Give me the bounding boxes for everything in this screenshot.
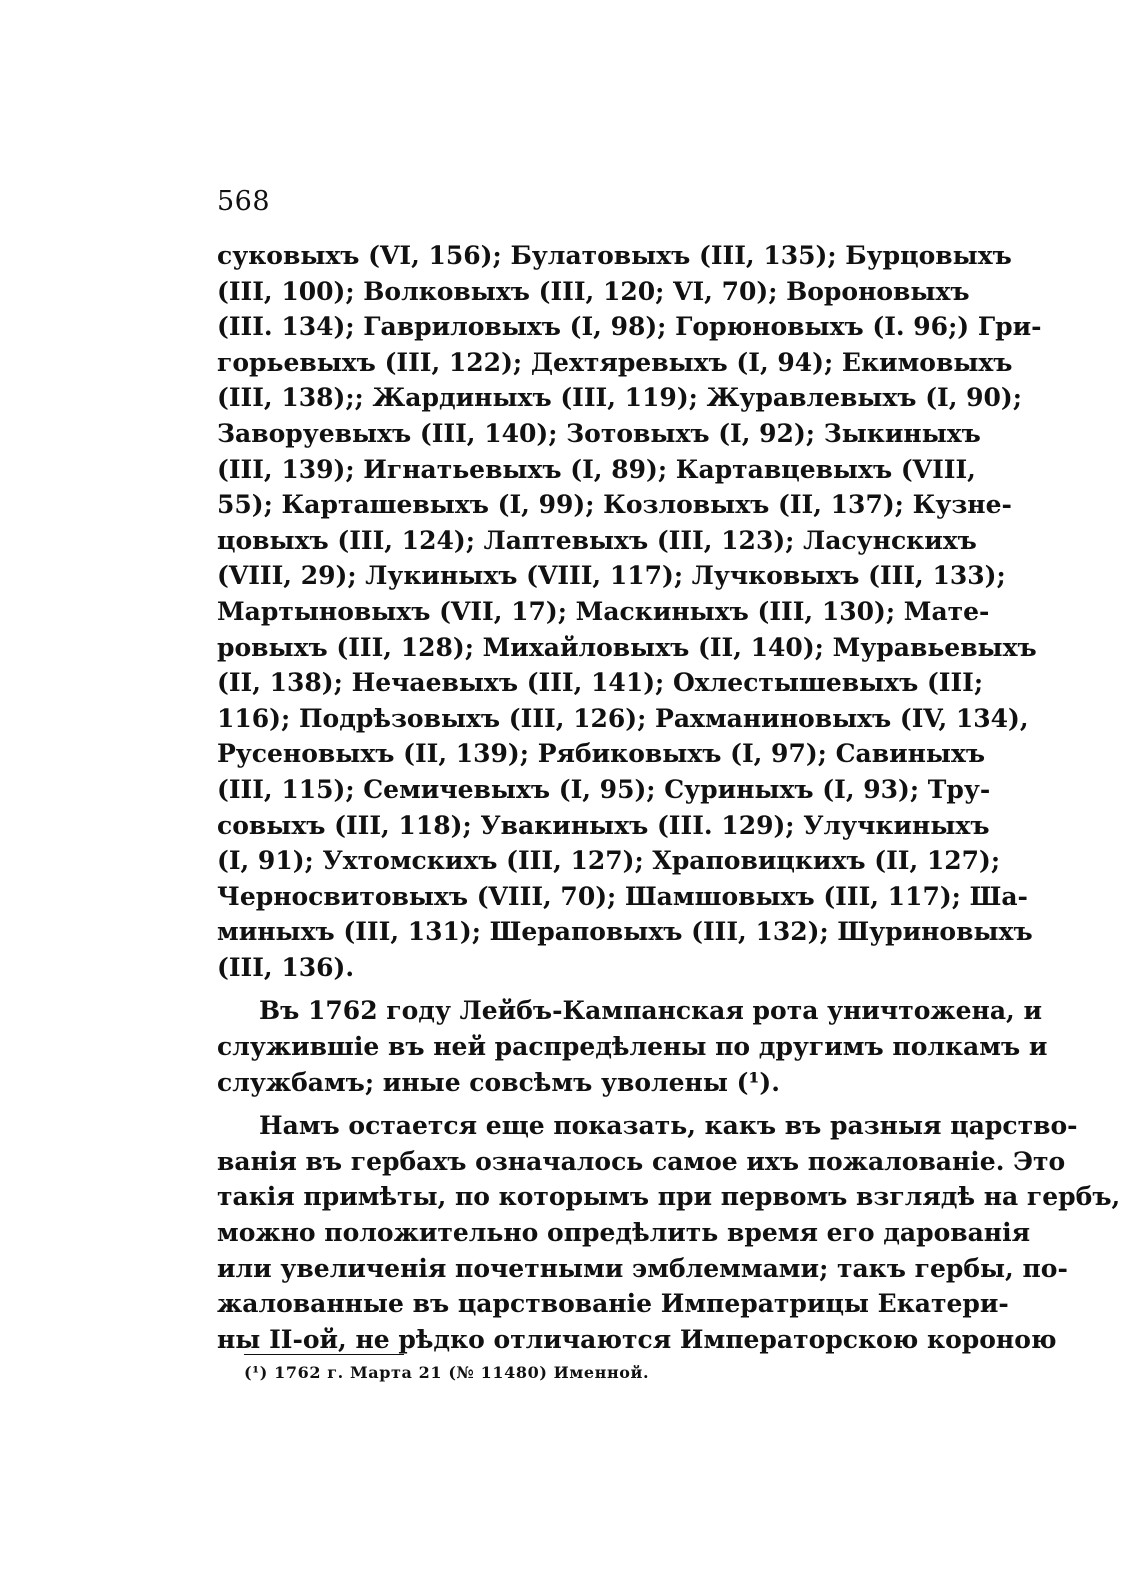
text-line: (VIII, 29); Лукиныхъ (VIII, 117); Лучковыхъ (III, 133); (217, 561, 1006, 591)
text-line: (I, 91); Ухтомскихъ (III, 127); Храповицкихъ (II, 127); (217, 846, 1001, 876)
text-line: Заворуевыхъ (III, 140); Зотовыхъ (I, 92); Зыкиныхъ (217, 418, 981, 448)
footnote-divider (244, 1354, 404, 1355)
text-line: (III, 115); Семичевыхъ (I, 95); Суриныхъ (I, 93); Тру- (217, 774, 991, 804)
text-line: (II, 138); Нечаевыхъ (III, 141); Охлестышевыхъ (III; (217, 668, 984, 698)
text-line: Русеновыхъ (II, 139); Рябиковыхъ (I, 97); Савиныхъ (217, 739, 986, 769)
paragraph-gap (217, 985, 907, 993)
text-line: ванія въ гербахъ означалось самое ихъ пожалованіе. Это (217, 1146, 1066, 1176)
text-line: суковыхъ (VI, 156); Булатовыхъ (III, 135); Бурцовыхъ (217, 241, 1012, 270)
text-line: ровыхъ (III, 128); Михайловыхъ (II, 140); Муравьевыхъ (217, 632, 1037, 662)
text-line: Въ 1762 году Лейбъ-Кампанская рота уничтожена, и (259, 996, 1042, 1026)
text-line: миныхъ (III, 131); Шераповыхъ (III, 132); Шуриновыхъ (217, 917, 1033, 947)
text-line: Намъ остается еще показать, какъ въ разныя царство- (259, 1111, 1078, 1141)
main-text (217, 238, 1121, 1357)
text-line: (III. 134); Гавриловыхъ (I, 98); Горюновыхъ (I. 96;) Гри- (217, 312, 1042, 342)
text-line: 116); Подрѣзовыхъ (III, 126); Рахманиновыхъ (IV, 134), (217, 703, 1029, 733)
text-line: можно положительно опредѣлить время его дарованія (217, 1218, 1031, 1248)
text-line: жалованные въ царствованіе Императрицы Екатери- (217, 1289, 1009, 1319)
paragraph (217, 993, 1048, 1100)
text-line: (III, 100); Волковыхъ (III, 120; VI, 70); Вороновыхъ (217, 276, 970, 306)
text-line: ны II-ой, не рѣдко отличаются Императорскою короною (217, 1324, 1057, 1354)
text-line: такія примѣты, по которымъ при первомъ взглядѣ на гербъ, (217, 1182, 1121, 1212)
paragraph (217, 238, 1042, 985)
paragraph-gap (217, 1100, 907, 1108)
text-line: цовыхъ (III, 124); Лаптевыхъ (III, 123); Ласунскихъ (217, 525, 977, 555)
text-line: Мартыновыхъ (VII, 17); Маскиныхъ (III, 130); Мате- (217, 596, 990, 626)
text-line: горьевыхъ (III, 122); Дехтяревыхъ (I, 94); Екимовыхъ (217, 347, 1013, 377)
text-line: (III, 139); Игнатьевыхъ (I, 89); Картавцевыхъ (VIII, (217, 454, 976, 484)
text-line: Черносвитовыхъ (VIII, 70); Шамшовыхъ (III, 117); Ша- (217, 881, 1028, 911)
paragraph (217, 1108, 1121, 1357)
footnote: (¹) 1762 г. Марта 21 (№ 11480) Именной. (244, 1363, 650, 1382)
text-line: (III, 138);; Жардиныхъ (III, 119); Журавлевыхъ (I, 90); (217, 383, 1022, 413)
text-line: службамъ; иные совсѣмъ уволены (¹). (217, 1067, 780, 1097)
text-line: (III, 136). (217, 952, 355, 982)
text-line: 55); Карташевыхъ (I, 99); Козловыхъ (II, 137); Кузне- (217, 490, 1012, 520)
page-number: 568 (217, 186, 271, 217)
text-line: или увеличенія почетными эмблеммами; такъ гербы, по- (217, 1253, 1068, 1283)
text-line: совыхъ (III, 118); Увакиныхъ (III. 129); Улучкиныхъ (217, 810, 990, 840)
text-line: служившіе въ ней распредѣлены по другимъ полкамъ и (217, 1032, 1048, 1062)
